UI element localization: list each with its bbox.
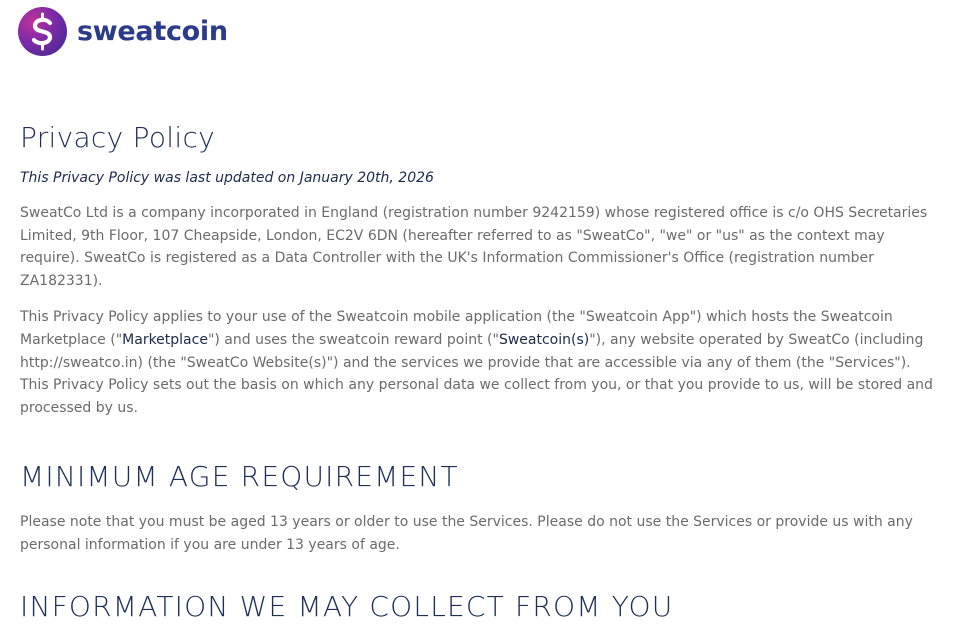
page-title: Privacy Policy [20, 121, 216, 154]
sweatcoins-term: Sweatcoin(s) [498, 331, 590, 348]
policy-content [20, 118, 940, 627]
intro-paragraph-2 [20, 306, 940, 419]
sweatcoin-logo-icon[interactable] [18, 7, 67, 56]
section-body-minimum-age: Please note that you must be aged 13 years or older to use the Services. Please do not use the Services or provide us with any personal information if you are under 13 years of age. [20, 514, 913, 553]
site-header [18, 6, 228, 56]
brand-wordmark[interactable]: sweatcoin [77, 15, 228, 47]
last-updated-note: This Privacy Policy was last updated on January 20th, 2026 [20, 170, 434, 186]
logo-s-glyph-icon [18, 7, 67, 56]
intro-para2-part2: ") and uses the sweatcoin reward point (" [207, 331, 499, 348]
intro-para2-part1: This Privacy Policy applies to your use of the Sweatcoin mobile application (the "Sweatcoin App") which hosts the Sweatcoin Marketplace (" [20, 309, 893, 348]
marketplace-term: Marketplace [122, 331, 208, 348]
section-heading-information-collected: INFORMATION WE MAY COLLECT FROM YOU [20, 589, 674, 623]
section-heading-minimum-age: MINIMUM AGE REQUIREMENT [20, 460, 459, 494]
intro-paragraph-1: SweatCo Ltd is a company incorporated in England (registration number 9242159) whose registered office is c/o OHS Secretaries Limited, 9th Floor, 107 Cheapside, London, EC2V 6DN (hereafter referred to as "SweatCo", "we" or "us" as the context may require). SweatCo is registered as a Data Controller with the UK's Information Commissioner's Office (registration number ZA182331). [20, 205, 928, 289]
intro-para2-part3: "), any website operated by SweatCo (including http://sweatco.in) (the "SweatCo Website(s)") and the services we provide that are accessible via any of them (the "Services"). This Privacy Policy sets out the basis on which any personal data we collect from you, or that you provide to us, will be stored and processed by us. [20, 331, 933, 416]
